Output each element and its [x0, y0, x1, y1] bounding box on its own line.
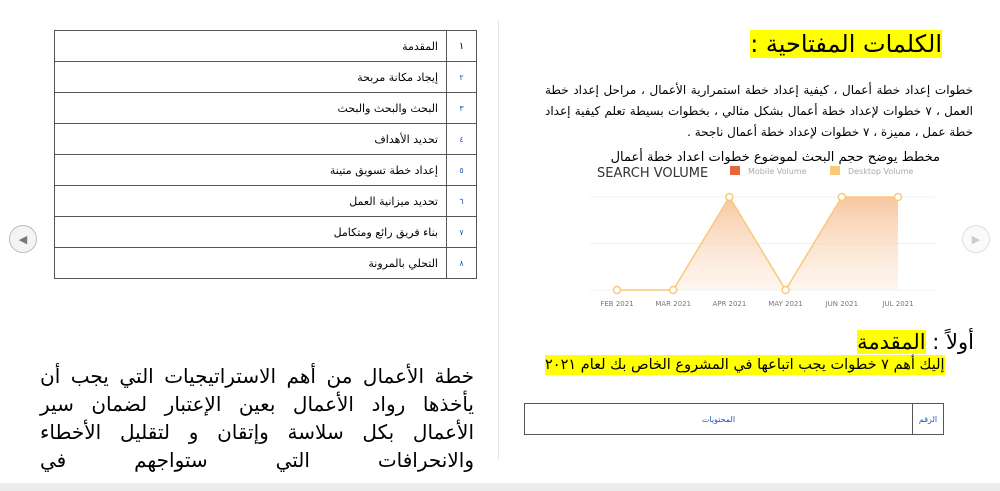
- toc-row: [55, 155, 477, 186]
- x-tick-label: JUL 2021: [882, 300, 914, 308]
- toc-row: [55, 186, 477, 217]
- toc-number: ٣: [447, 93, 477, 124]
- heading-highlight: المقدمة: [857, 330, 926, 354]
- data-point: [895, 194, 902, 201]
- data-point: [782, 287, 789, 294]
- chart-subtitle: SEARCH VOLUME: [597, 166, 709, 181]
- data-point: [670, 287, 677, 294]
- legend-label: Desktop Volume: [848, 167, 914, 176]
- toc-label: المقدمة: [55, 31, 447, 62]
- toc-label: بناء فريق رائع ومتكامل: [55, 217, 447, 248]
- legend-swatch: [830, 166, 840, 175]
- x-tick-label: FEB 2021: [600, 300, 634, 308]
- search-volume-chart: [590, 160, 940, 315]
- toc-label: البحث والبحث والبحث: [55, 93, 447, 124]
- toc-number: ٥: [447, 155, 477, 186]
- intro-paragraph: خطة الأعمال من أهم الاستراتيجيات التي يجب أن يأخذها رواد الأعمال بعين الإعتبار لضمان سير الأعمال بكل سلاسة وإتقان و لتقليل الأخطاء والانحرافات التي ستواجهم في: [40, 364, 474, 472]
- x-tick-label: MAR 2021: [655, 300, 692, 308]
- toc-row: [55, 31, 477, 62]
- keywords-paragraph: خطوات إعداد خطة أعمال ، كيفية إعداد خطة استمرارية الأعمال ، مراحل إعداد خطة العمل ، ٧ خطوات لإعداد خطة أعمال بشكل مثالي ، بخطوات بسيطة تعلم كيفية إعداد خطة عمل ، مميزة ، ٧ خطوات لإعداد خطة أعمال ناجحة .: [545, 83, 973, 139]
- horizontal-scrollbar[interactable]: [0, 483, 1000, 491]
- x-tick-label: JUN 2021: [825, 300, 859, 308]
- data-point: [614, 287, 621, 294]
- toc-number: ١: [447, 31, 477, 62]
- toc-number: ٦: [447, 186, 477, 217]
- contents-table: [524, 403, 944, 435]
- toc-row: [55, 124, 477, 155]
- chart-title: مخطط يوضح حجم البحث لموضوع خطوات اعداد خطة أعمال: [610, 150, 940, 165]
- next-page-button[interactable]: [962, 225, 990, 253]
- toc-label: تحديد ميزانية العمل: [55, 186, 447, 217]
- page-divider: [498, 20, 499, 460]
- toc-row: [55, 248, 477, 279]
- chevron-right-icon: ▶: [971, 232, 981, 246]
- toc-label: التحلي بالمرونة: [55, 248, 447, 279]
- toc-label: إيجاد مكانة مربحة: [55, 62, 447, 93]
- x-tick-label: MAY 2021: [768, 300, 803, 308]
- chevron-left-icon: ◀: [18, 232, 28, 246]
- intro-heading: [857, 330, 974, 354]
- prev-page-button[interactable]: [9, 225, 37, 253]
- legend-label: Mobile Volume: [748, 167, 807, 176]
- keywords-heading: الكلمات المفتاحية :: [750, 30, 942, 58]
- heading-prefix: أولاً :: [925, 330, 974, 354]
- toc-table: [54, 30, 477, 279]
- toc-row: [55, 93, 477, 124]
- toc-number: ٢: [447, 62, 477, 93]
- toc-number: ٨: [447, 248, 477, 279]
- toc-row: [55, 62, 477, 93]
- toc-row: [55, 217, 477, 248]
- toc-label: إعداد خطة تسويق متينة: [55, 155, 447, 186]
- toc-number: ٤: [447, 124, 477, 155]
- x-tick-label: APR 2021: [712, 300, 747, 308]
- steps-highlight: إليك أهم ٧ خطوات يجب اتباعها في المشروع الخاص بك لعام ٢٠٢١: [545, 357, 945, 373]
- toc-label: تحديد الأهداف: [55, 124, 447, 155]
- data-point: [838, 194, 845, 201]
- toc-number: ٧: [447, 217, 477, 248]
- num-header: الرقم: [913, 404, 944, 435]
- contents-header: المحتويات: [525, 404, 913, 435]
- legend-swatch: [730, 166, 740, 175]
- data-point: [726, 194, 733, 201]
